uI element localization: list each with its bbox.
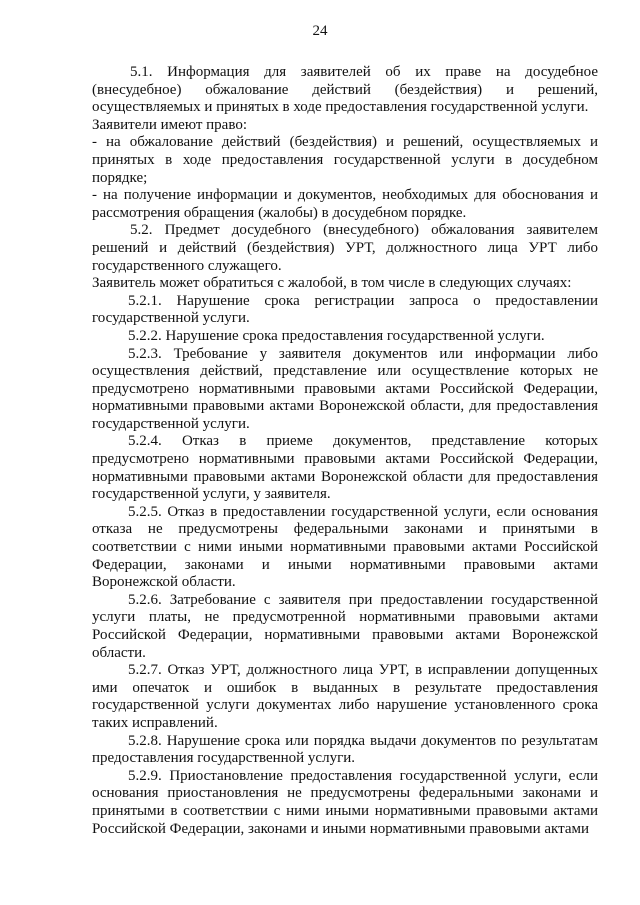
paragraph: - на получение информации и документов, необходимых для обоснования и рассмотрения обращения (жалобы) в досудебном порядке. [92, 187, 598, 221]
paragraph: Заявители имеют право: [92, 116, 247, 133]
paragraph: 5.2.2. Нарушение срока предоставления государственной услуги. [128, 327, 545, 344]
paragraph: 5.2.6. Затребование с заявителя при предоставлении государственной услуги платы, не предусмотренной нормативными правовыми актами Российской Федерации, нормативными правовыми актами Воронежской области. [92, 591, 598, 661]
paragraph: 5.2.9. Приостановление предоставления государственной услуги, если основания приостановления не предусмотрены федеральными законами и принятыми в соответствии с ними иными нормативными правовыми актами Российской Федерации, законами и иными нормативными правовыми актами [92, 767, 598, 837]
page-number: 24 [312, 23, 328, 39]
paragraph: 5.2.4. Отказ в приеме документов, представление которых предусмотрено нормативными правовыми актами Российской Федерации, нормативными правовыми актами Воронежской области для предоставления государственной услуги, у заявителя. [92, 433, 598, 503]
paragraph: 5.2.7. Отказ УРТ, должностного лица УРТ, в исправлении допущенных ими опечаток и ошибок в выданных в результате предоставления государственной услуги документах либо нарушение установленного срока таких исправлений. [92, 662, 598, 731]
paragraph: - на обжалование действий (бездействия) и решений, осуществляемых и принятых в ходе предоставления государственной услуги в досудебном порядке; [92, 134, 598, 186]
paragraph: 5.2.5. Отказ в предоставлении государственной услуги, если основания отказа не предусмотрены федеральными законами и принятыми в соответствии с ними иными нормативными правовыми актами Российской Федерации, законами и иными нормативными правовыми актами Воронежской области. [92, 503, 598, 591]
document-body [92, 64, 598, 838]
paragraph: 5.2.1. Нарушение срока регистрации запроса о предоставлении государственной услуги. [92, 292, 598, 327]
paragraph: Заявитель может обратиться с жалобой, в том числе в следующих случаях: [92, 275, 572, 292]
paragraph: 5.2.3. Требование у заявителя документов или информации либо осуществления действий, представление или осуществление которых не предусмотрено нормативными правовыми актами Российской Федерации, нормативными правовыми актами Воронежской области, для предоставления государственной услуги. [92, 345, 598, 432]
paragraph: 5.2.8. Нарушение срока или порядка выдачи документов по результатам предоставления государственной услуги. [92, 732, 598, 767]
paragraph: 5.2. Предмет досудебного (внесудебного) обжалования заявителем решений и действий (бездействия) УРТ, должностного лица УРТ либо государственного служащего. [92, 222, 598, 274]
paragraph: 5.1. Информация для заявителей об их праве на досудебное (внесудебное) обжалование действий (бездействия) и решений, осуществляемых и принятых в ходе предоставления государственной услуги. [92, 64, 598, 116]
